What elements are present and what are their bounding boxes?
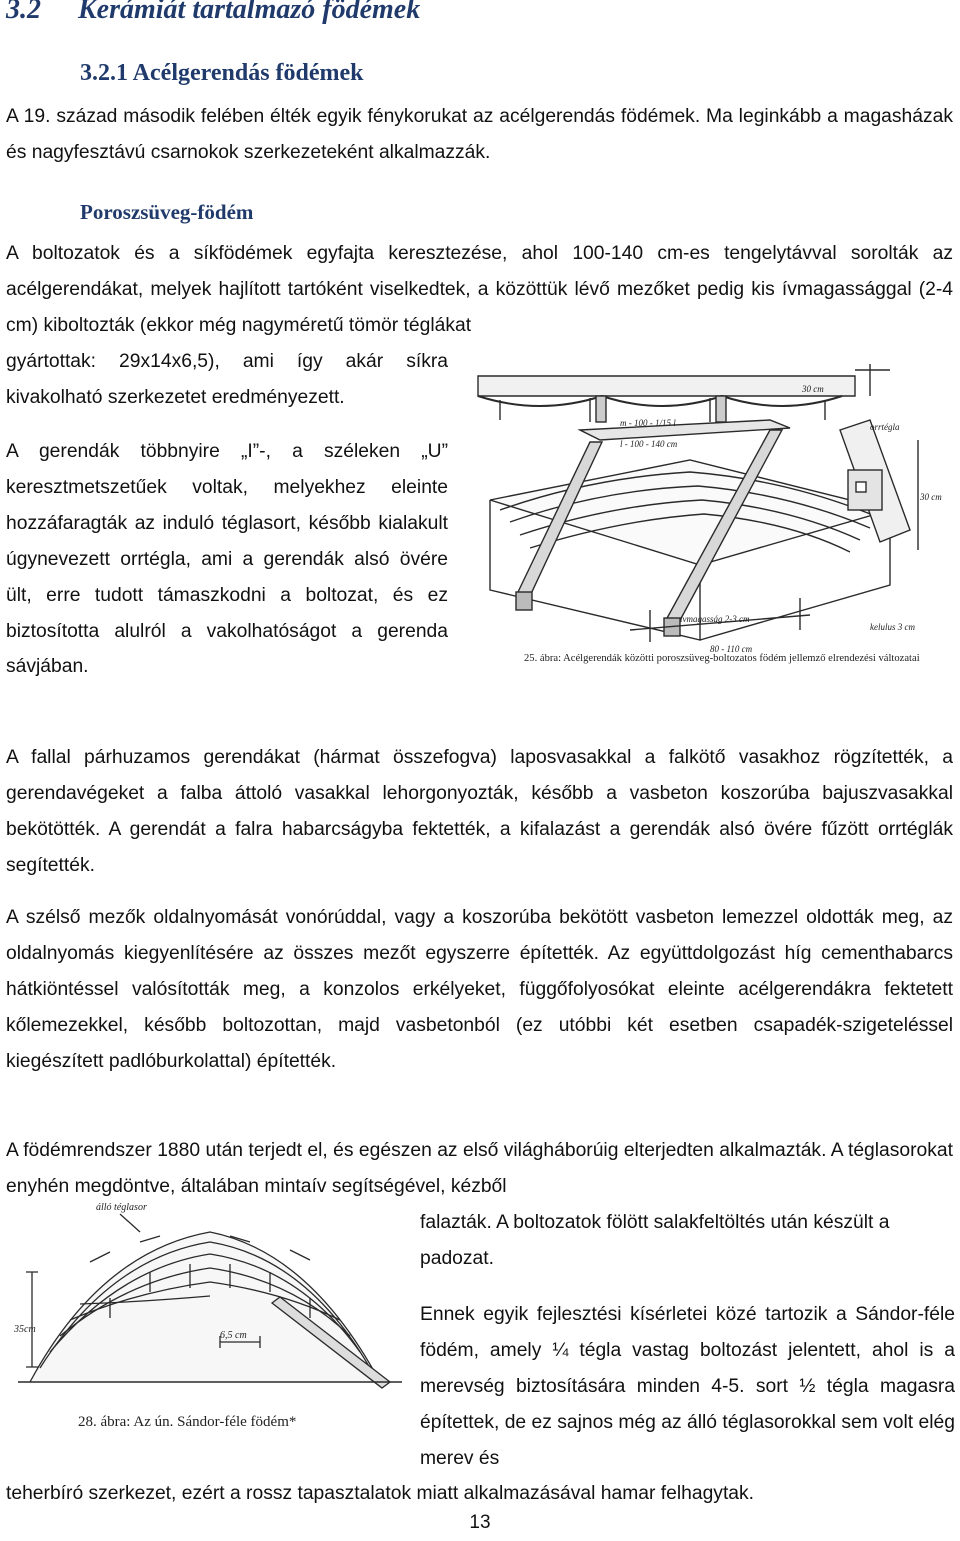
fig25-label-ivmagassag: ívmagasság 2-3 cm xyxy=(680,614,750,624)
paragraph-3: A fallal párhuzamos gerendákat (hármat összefogva) laposvasakkal a falkötő vasakhoz rögzítették, a gerendavégeket a falba áttoló vasakkal lehorgonyozták, később a vasbeton koszorúba bajuszvasakkal bekötötték. A gerendát a falra habarcságyba fektették, a kifalazást a gerendák alsó övére fűzött orrtéglák segítették. xyxy=(6,747,953,876)
paragraph-5-full: A födémrendszer 1880 után terjedt el, és egészen az első világháborúig elterjedten alkalmazták. A téglasorokat enyhén megdöntve, általában mintaív segítségével, kézből xyxy=(6,1140,953,1197)
fig25-label-orrtegla: orrtégla xyxy=(870,422,900,432)
fig25-label-height: 30 cm xyxy=(920,492,942,502)
fig25-label-width: 80 - 110 cm xyxy=(710,644,753,654)
fig28-label-width: 6,5 cm xyxy=(220,1330,247,1341)
paragraph-6-narrow: Ennek egyik fejlesztési kísérletei közé tartozik a Sándor-féle födém, amely ¼ tégla vastag boltozást jelentett, ahol is a merevség biztosítására minden 4-5. sort ½ tégla magasra építettek, de ez sajnos még az álló téglasorokkal sem volt elég merev és xyxy=(420,1304,955,1469)
section-number: 3.2 xyxy=(6,0,41,25)
paragraph-2: A gerendák többnyire „I”-, a széleken „U” keresztmetszetűek voltak, melyekhez eleinte hozzáfaragták az induló téglasort, később kialakult úgynevezett orrtégla, ami a gerendák alsó övére ült, erre tudott támaszkodni a boltozat, és ez biztosította alulról a vakolhatóságot a gerenda sávjában. xyxy=(6,441,448,678)
figure-25-caption: 25. ábra: Acélgerendák közötti poroszsüveg-boltozatos födém jellemző elrendezési változatai xyxy=(524,653,920,664)
page-number: 13 xyxy=(469,1512,491,1533)
fig28-label-height: 35cm xyxy=(14,1324,36,1335)
fig25-label-kelulus: kelulus 3 cm xyxy=(870,622,915,632)
paragraph-6-full: teherbíró szerkezet, ezért a rossz tapasztalatok miatt alkalmazásával hamar felhagytak. xyxy=(6,1483,755,1504)
intro-paragraph: A 19. század második felében élték egyik fénykorukat az acélgerendás födémek. Ma leginkább a magasházak és nagyfesztávú csarnokok szerkezeteként alkalmazzák. xyxy=(6,106,953,163)
fig28-label-allo: álló téglasor xyxy=(96,1202,147,1213)
paragraph-1-full: A boltozatok és a síkfödémek egyfajta keresztezése, ahol 100-140 cm-es tengelytávval sorolták az acélgerendákat, melyek hajlított tartóként viselkedtek, a közöttük lévő mezőket pedig kis ívmagassággal (2-4 cm) kiboltozták (ekkor még nagyméretű tömör téglákat xyxy=(6,243,953,336)
figure-25-drawing xyxy=(470,360,960,670)
fig25-label-m: m - 100 - 1/15 l xyxy=(620,418,676,428)
figure-28-drawing xyxy=(10,1192,410,1418)
section-title: Kerámiát tartalmazó födémek xyxy=(78,0,421,25)
fig25-label-30cm: 30 cm xyxy=(802,384,824,394)
section-heading xyxy=(6,0,420,26)
subsection-heading: 3.2.1 Acélgerendás födémek xyxy=(80,60,364,86)
paragraph-5-narrow: falazták. A boltozatok fölött salakfeltöltés után készült a padozat. xyxy=(420,1212,890,1269)
paragraph-1-narrow: gyártottak: 29x14x6,5), ami így akár síkra kivakolható szerkezetet eredményezett. xyxy=(6,351,448,408)
fig25-label-span: l - 100 - 140 cm xyxy=(620,439,678,449)
topic-heading: Poroszsüveg-födém xyxy=(80,200,254,224)
paragraph-4: A szélső mezők oldalnyomását vonórúddal, vagy a koszorúba bekötött vasbeton lemezzel oldották meg, az oldalnyomás kiegyenlítésére az összes mezőt egyszerre építették. Az együttdolgozást híg cementhabarcs hátkiöntéssel valósították meg, a konzolos erkélyeket, függőfolyosókat eleinte acélgerendákra fektetett kőlemezekkel, később boltozottan, majd vasbetonból (ez utóbbi két esetben csapadék-szigeteléssel kiegészített padlóburkolattal) építették. xyxy=(6,907,953,1072)
figure-28-caption: 28. ábra: Az ún. Sándor-féle födém* xyxy=(78,1414,297,1430)
